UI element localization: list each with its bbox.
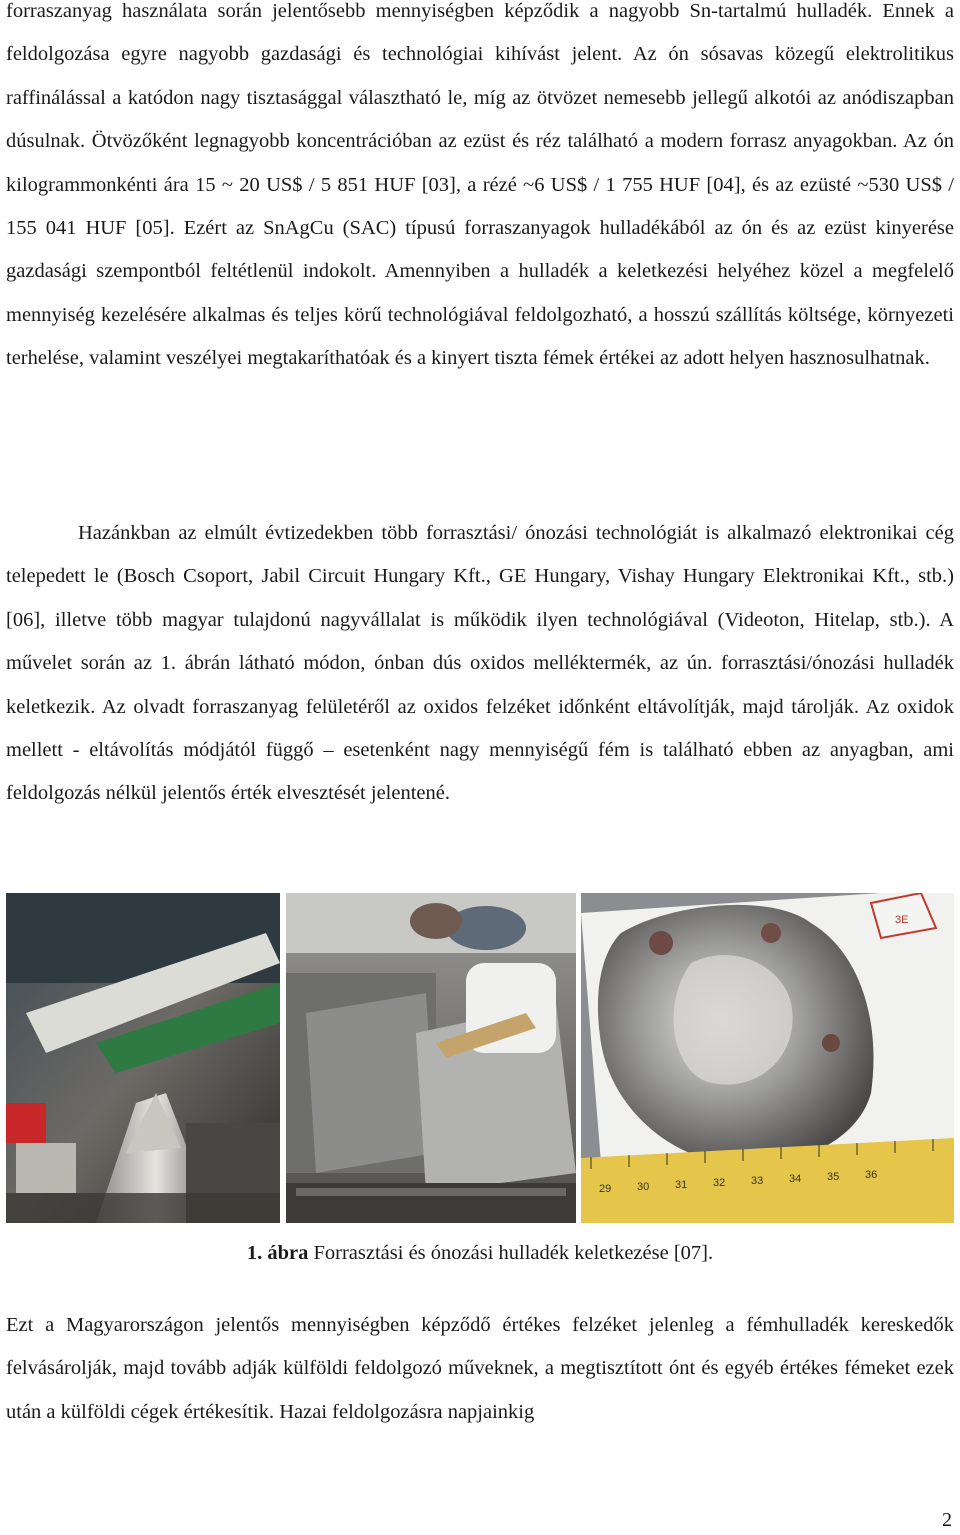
ruler-tick-31: 31 — [675, 1179, 688, 1191]
figure-caption-text: Forrasztási és ónozási hulladék keletkezése [07]. — [308, 1242, 714, 1264]
paragraph-1: forraszanyag használata során jelentősebb mennyiségben képződik a nagyobb Sn-tartalmú hulladék. Ennek a feldolgozása egyre nagyobb gazdasági és technológiai kihívást jelent. Az ón sósavas közegű elektrolitikus raffinálással a katódon nagy tisztasággal választható le, míg az ötvözet nemesebb jellegű alkotói az anódiszapban dúsulnak. Ötvözőként legnagyobb koncentrációban az ezüst és réz található a modern forrasz anyagokban. Az ón kilogrammonkénti ára 15 ~ 20 US$ / 5 851 HUF [03], a rézé ~6 US$ / 1 755 HUF [04], és az ezüsté ~530 US$ / 155 041 HUF [05]. Ezért az SnAgCu (SAC) típusú forraszanyagok hulladékából az ón és az ezüst kinyerése gazdasági szempontból feltétlenül indokolt. Amennyiben a hulladék a keletkezési helyéhez közel a megfelelő mennyiség kezelésére alkalmas és teljes körű technológiával feldolgozható, a hosszú szállítás költsége, környezeti terhelése, valamint veszélyei megtakaríthatóak és a kinyert tiszta fémek értékei az adott helyen hasznosulhatnak. — [6, 0, 954, 370]
paragraph-3: Ezt a Magyarországon jelentős mennyiségben képződő értékes felzéket jelenleg a fémhulladék kereskedők felvásárolják, majd tovább adják külföldi feldolgozó műveknek, a megtisztított ónt és egyéb értékes fémeket ezek után a külföldi cégek értékesítik. Hazai feldolgozásra napjainkig — [6, 1314, 954, 1423]
photo-soldering-machine — [6, 893, 280, 1223]
photo-dross-sample-ruler — [581, 893, 954, 1223]
ruler-tick-34: 34 — [789, 1173, 802, 1185]
figure-caption — [0, 1232, 960, 1275]
photo-dross-skimming — [286, 893, 576, 1223]
figure-1 — [6, 893, 954, 1223]
ruler-tick-36: 36 — [865, 1169, 878, 1181]
ruler-tick-32: 32 — [713, 1177, 726, 1189]
photo-label-text: 3E — [895, 914, 909, 926]
ruler-tick-33: 33 — [751, 1175, 764, 1187]
ruler-tick-30: 30 — [637, 1181, 650, 1193]
paragraph-2: Hazánkban az elmúlt évtizedekben több forrasztási/ ónozási technológiát is alkalmazó elektronikai cég telepedett le (Bosch Csoport, Jabil Circuit Hungary Kft., GE Hungary, Vishay Hungary Elektronikai Kft., stb.) [06], illetve több magyar tulajdonú nagyvállalat is működik ilyen technológiával (Videoton, Hitelap, stb.). A művelet során az 1. ábrán látható módon, ónban dús oxidos melléktermék, az ún. forrasztási/ónozási hulladék keletkezik. Az olvadt forraszanyag felületéről az oxidos felzéket időnként eltávolítják, majd tárolják. Az oxidok mellett - eltávolítás módjától függő – esetenként nagy mennyiségű fém is található ebben az anyagban, ami feldolgozás nélkül jelentős érték elvesztését jelentené. — [6, 522, 954, 805]
ruler-tick-35: 35 — [827, 1171, 840, 1183]
page-number: 2 — [942, 1509, 952, 1531]
figure-caption-label: 1. ábra — [246, 1242, 309, 1264]
ruler-tick-29: 29 — [599, 1183, 612, 1195]
